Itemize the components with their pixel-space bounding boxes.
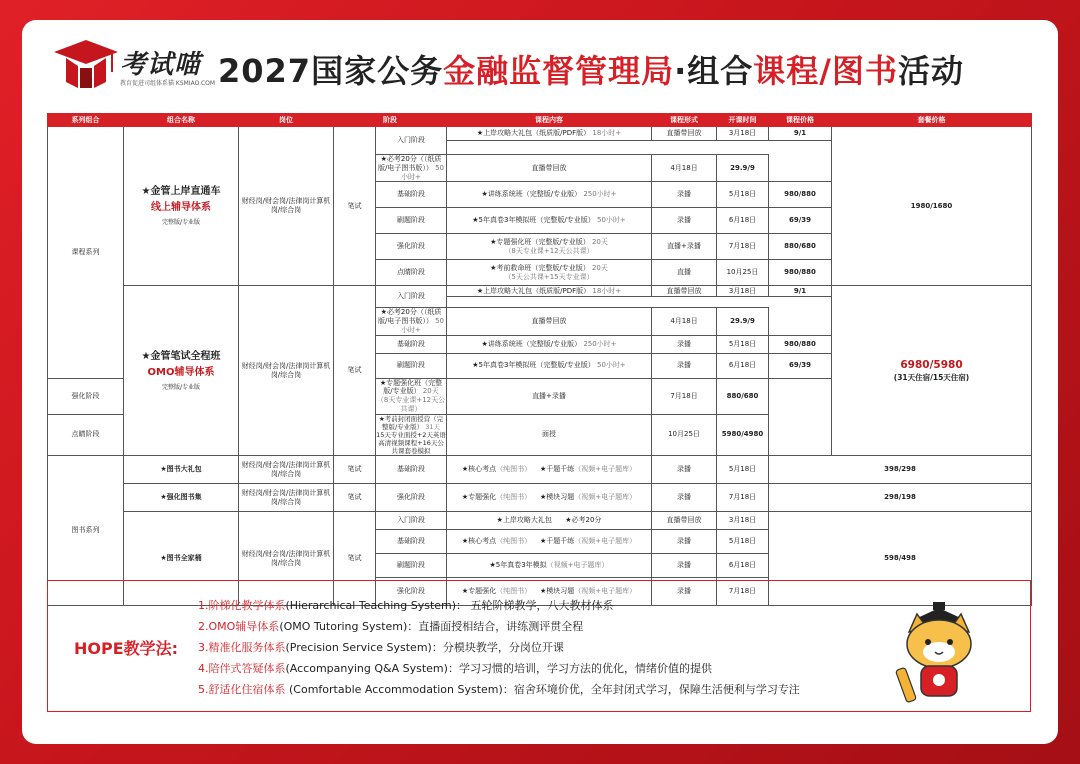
form-cell: 录播 bbox=[652, 578, 717, 606]
hope-item: 2.OMO辅导体系(OMO Tutoring System)：直播面授相结合，讲练测评贯全程 bbox=[198, 620, 584, 633]
content-cell: ★核心考点（纯图书） ★千题千练（视频+电子题库） bbox=[447, 456, 652, 484]
stage-cell: 强化阶段 bbox=[48, 378, 124, 414]
stage-cell: 基础阶段 bbox=[376, 335, 447, 353]
price-cell: 880/680 bbox=[769, 234, 832, 260]
header-price: 课程价格 bbox=[769, 114, 832, 127]
content-cell: ★核心考点（纯图书） ★千题千练（视频+电子题库） bbox=[447, 530, 652, 554]
header-series: 系列组合 bbox=[48, 114, 124, 127]
table-header-row bbox=[48, 114, 1032, 127]
combo-2-post: 财经岗/财会岗/法律岗计算机岗/综合岗 bbox=[239, 286, 334, 456]
content-cell: ★5年真卷3年模拟班（完整版/专业版） 50小时+ bbox=[447, 353, 652, 378]
content-cell: ★讲练系统班（完整版/专业版） 250小时+ bbox=[447, 335, 652, 353]
date-cell: 5月18日 bbox=[717, 456, 769, 484]
table-row bbox=[48, 127, 1032, 141]
logo-tagline: 教育促进司组体系猫 KSMIAO.COM bbox=[120, 80, 216, 87]
date-cell: 4月18日 bbox=[652, 155, 717, 182]
combo-2-name: ★金管笔试全程班 bbox=[141, 351, 221, 363]
hope-item: 1.阶梯化教学体系(Hierarchical Teaching System)： 五轮阶梯教学，八大教材体系 bbox=[198, 599, 614, 612]
price-cell: 980/880 bbox=[769, 335, 832, 353]
logo bbox=[48, 38, 216, 90]
stage-cell: 入门阶段 bbox=[376, 286, 447, 308]
date-cell: 5月18日 bbox=[717, 335, 769, 353]
form-cell: 录播 bbox=[652, 554, 717, 578]
date-cell: 4月18日 bbox=[652, 308, 717, 335]
package-price-2 bbox=[832, 286, 1032, 456]
series-book: 图书系列 bbox=[48, 456, 124, 606]
package-price-2-value: 6980/5980 bbox=[900, 359, 963, 372]
hope-item: 3.精准化服务体系(Precision Service System)：分模块教学，分岗位开课 bbox=[198, 641, 564, 654]
table-row bbox=[48, 512, 1032, 530]
stage-cell: 点睛阶段 bbox=[48, 414, 124, 456]
content-cell: ★专题强化（纯图书） ★模块习题（视频+电子题库） bbox=[447, 484, 652, 512]
book-combo-name: ★图书大礼包 bbox=[124, 456, 239, 484]
title-part-5: 活动 bbox=[897, 52, 964, 90]
header-combo-name: 组合名称 bbox=[124, 114, 239, 127]
content-cell: ★专题强化班（完整版/专业版） 20天 （8天专业课+12天公共课） bbox=[376, 378, 446, 413]
package-price-2-note: (31天住宿/15天住宿) bbox=[893, 372, 970, 382]
price-cell: 980/880 bbox=[769, 182, 832, 208]
combo-1-name: ★金管上岸直通车 bbox=[141, 186, 221, 198]
stage-cell: 入门阶段 bbox=[376, 512, 447, 530]
family-price: 598/498 bbox=[769, 512, 1032, 606]
price-cell: 29.9/9 bbox=[717, 308, 769, 335]
date-cell: 5月18日 bbox=[717, 182, 769, 208]
date-cell: 10月25日 bbox=[717, 260, 769, 286]
date-cell: 7月18日 bbox=[717, 234, 769, 260]
header-date: 开课时间 bbox=[717, 114, 769, 127]
table-row bbox=[48, 286, 1032, 297]
price-cell: 880/680 bbox=[717, 378, 769, 414]
book-combo-name: ★强化图书集 bbox=[124, 484, 239, 512]
combo-2-edition: 完整版/专业版 bbox=[161, 384, 201, 392]
content-cell: ★5年真卷3年模拟班（完整版/专业版） 50小时+ bbox=[447, 208, 652, 234]
stage-cell: 入门阶段 bbox=[376, 127, 447, 155]
stage-cell: 基础阶段 bbox=[376, 456, 447, 484]
price-cell: 69/39 bbox=[769, 353, 832, 378]
header-content: 课程内容 bbox=[447, 114, 652, 127]
content-cell: ★考前救命班（完整版/专业版） 20天 （5天公共课+15天专业课） bbox=[447, 260, 652, 286]
content-cell: ★考前封闭面授营（完整版/专业版） 31天 15天专业面授+2天英语高清视频课程+16天公共课套卷模拟 bbox=[376, 414, 446, 455]
date-cell: 3月18日 bbox=[717, 127, 769, 141]
content-cell: ★必考20分（（纸质版/电子图书版）） 50小时+ bbox=[376, 155, 447, 182]
book-exam: 笔试 bbox=[334, 456, 376, 484]
book-price: 298/198 bbox=[769, 484, 1032, 512]
content-cell: ★专题强化班（完整版/专业版） 20天 （8天专业课+12天公共课） bbox=[447, 234, 652, 260]
date-cell: 10月25日 bbox=[652, 414, 717, 456]
form-cell: 直播+录播 bbox=[652, 234, 717, 260]
content-cell: ★必考20分（（纸质版/电子图书版）） 50小时+ bbox=[376, 308, 447, 335]
form-cell: 录播 bbox=[652, 353, 717, 378]
form-cell: 直播带回放 bbox=[447, 308, 652, 335]
content-cell: ★上岸攻略大礼包（纸质版/PDF版） 18小时+ bbox=[447, 127, 652, 141]
stage-cell: 强化阶段 bbox=[376, 484, 447, 512]
stage-cell: 基础阶段 bbox=[376, 182, 447, 208]
form-cell: 面授 bbox=[447, 414, 652, 456]
cat-mascot-icon bbox=[895, 598, 985, 708]
form-cell: 录播 bbox=[652, 208, 717, 234]
hope-item: 4.陪伴式答疑体系(Accompanying Q&A System)：学习习惯的培训，学习方法的优化，情绪价值的提供 bbox=[198, 662, 712, 675]
book-post: 财经岗/财会岗/法律岗计算机岗/综合岗 bbox=[239, 456, 334, 484]
series-course: 课程系列 bbox=[48, 127, 124, 379]
date-cell: 6月18日 bbox=[717, 554, 769, 578]
graduation-cap-logo-icon bbox=[52, 38, 122, 88]
hope-title: HOPE教学法: bbox=[74, 639, 179, 658]
stage-cell: 刷题阶段 bbox=[376, 353, 447, 378]
table-row bbox=[48, 456, 1032, 484]
date-cell: 3月18日 bbox=[717, 512, 769, 530]
combo-2-system: OMO辅导体系 bbox=[147, 366, 215, 378]
form-cell: 录播 bbox=[652, 182, 717, 208]
date-cell: 5月18日 bbox=[717, 530, 769, 554]
table-row bbox=[48, 484, 1032, 512]
title-part-4: 课程/图书 bbox=[753, 52, 898, 90]
page-title bbox=[218, 46, 964, 92]
price-cell: 9/1 bbox=[769, 127, 832, 141]
form-cell: 录播 bbox=[652, 484, 717, 512]
date-cell: 7月18日 bbox=[717, 578, 769, 606]
price-cell: 5980/4980 bbox=[717, 414, 769, 456]
form-cell: 直播带回放 bbox=[652, 127, 717, 141]
family-post: 财经岗/财会岗/法律岗计算机岗/综合岗 bbox=[239, 512, 334, 606]
logo-wordmark: 考试喵 bbox=[120, 50, 202, 80]
book-post: 财经岗/财会岗/法律岗计算机岗/综合岗 bbox=[239, 484, 334, 512]
form-cell: 录播 bbox=[652, 456, 717, 484]
content-cell: ★5年真卷3年模拟（视频+电子题库） bbox=[447, 554, 652, 578]
hope-list bbox=[198, 597, 800, 702]
combo-1-edition: 完整版/专业版 bbox=[161, 219, 201, 227]
price-cell: 29.9/9 bbox=[717, 155, 769, 182]
combo-1-post: 财经岗/财会岗/法律岗计算机岗/综合岗 bbox=[239, 127, 334, 286]
date-cell: 7月18日 bbox=[652, 378, 717, 414]
form-cell: 直播带回放 bbox=[652, 286, 717, 297]
title-part-3: ·组合 bbox=[674, 52, 754, 90]
form-cell: 直播带回放 bbox=[652, 512, 717, 530]
stage-cell: 强化阶段 bbox=[376, 234, 447, 260]
package-price-1: 1980/1680 bbox=[832, 127, 1032, 286]
header-stage: 阶段 bbox=[334, 114, 447, 127]
price-cell: 9/1 bbox=[769, 286, 832, 297]
title-part-1: 2027国家公务 bbox=[218, 52, 444, 90]
content-cell: ★专题强化（纯图书） ★模块习题（视频+电子题库） bbox=[447, 578, 652, 606]
title-part-2: 金融监督管理局 bbox=[443, 52, 675, 90]
header-package: 套餐价格 bbox=[832, 114, 1032, 127]
combo-1 bbox=[124, 127, 239, 286]
form-cell: 直播+录播 bbox=[447, 378, 652, 414]
course-table bbox=[47, 113, 1032, 606]
stage-cell: 基础阶段 bbox=[376, 530, 447, 554]
family-combo-name: ★图书全家桶 bbox=[124, 512, 239, 606]
price-cell: 69/39 bbox=[769, 208, 832, 234]
book-exam: 笔试 bbox=[334, 484, 376, 512]
family-exam: 笔试 bbox=[334, 512, 376, 606]
hope-item: 5.舒适化住宿体系 (Comfortable Accommodation System)：宿舍环境价优，全年封闭式学习，保障生活便利与学习专注 bbox=[198, 683, 800, 696]
stage-cell: 点睛阶段 bbox=[376, 260, 447, 286]
price-cell: 980/880 bbox=[769, 260, 832, 286]
combo-1-exam: 笔试 bbox=[334, 127, 376, 286]
hope-method-box bbox=[47, 580, 1031, 712]
stage-cell: 强化阶段 bbox=[376, 578, 447, 606]
book-price: 398/298 bbox=[769, 456, 1032, 484]
form-cell: 录播 bbox=[652, 335, 717, 353]
date-cell: 6月18日 bbox=[717, 353, 769, 378]
header-post: 岗位 bbox=[239, 114, 334, 127]
date-cell: 7月18日 bbox=[717, 484, 769, 512]
combo-2 bbox=[124, 286, 239, 456]
stage-cell: 刷题阶段 bbox=[376, 554, 447, 578]
combo-1-system: 线上辅导体系 bbox=[151, 201, 211, 213]
date-cell: 6月18日 bbox=[717, 208, 769, 234]
header-form: 课程形式 bbox=[652, 114, 717, 127]
header bbox=[48, 34, 1038, 104]
content-cell: ★上岸攻略大礼包（纸质版/PDF版） 18小时+ bbox=[447, 286, 652, 297]
content-cell: ★上岸攻略大礼包 ★必考20分 bbox=[447, 512, 652, 530]
content-cell: ★讲练系统班（完整版/专业版） 250小时+ bbox=[447, 182, 652, 208]
form-cell: 直播 bbox=[652, 260, 717, 286]
combo-2-exam: 笔试 bbox=[334, 286, 376, 456]
date-cell: 3月18日 bbox=[717, 286, 769, 297]
form-cell: 录播 bbox=[652, 530, 717, 554]
stage-cell: 刷题阶段 bbox=[376, 208, 447, 234]
form-cell: 直播带回放 bbox=[447, 155, 652, 182]
